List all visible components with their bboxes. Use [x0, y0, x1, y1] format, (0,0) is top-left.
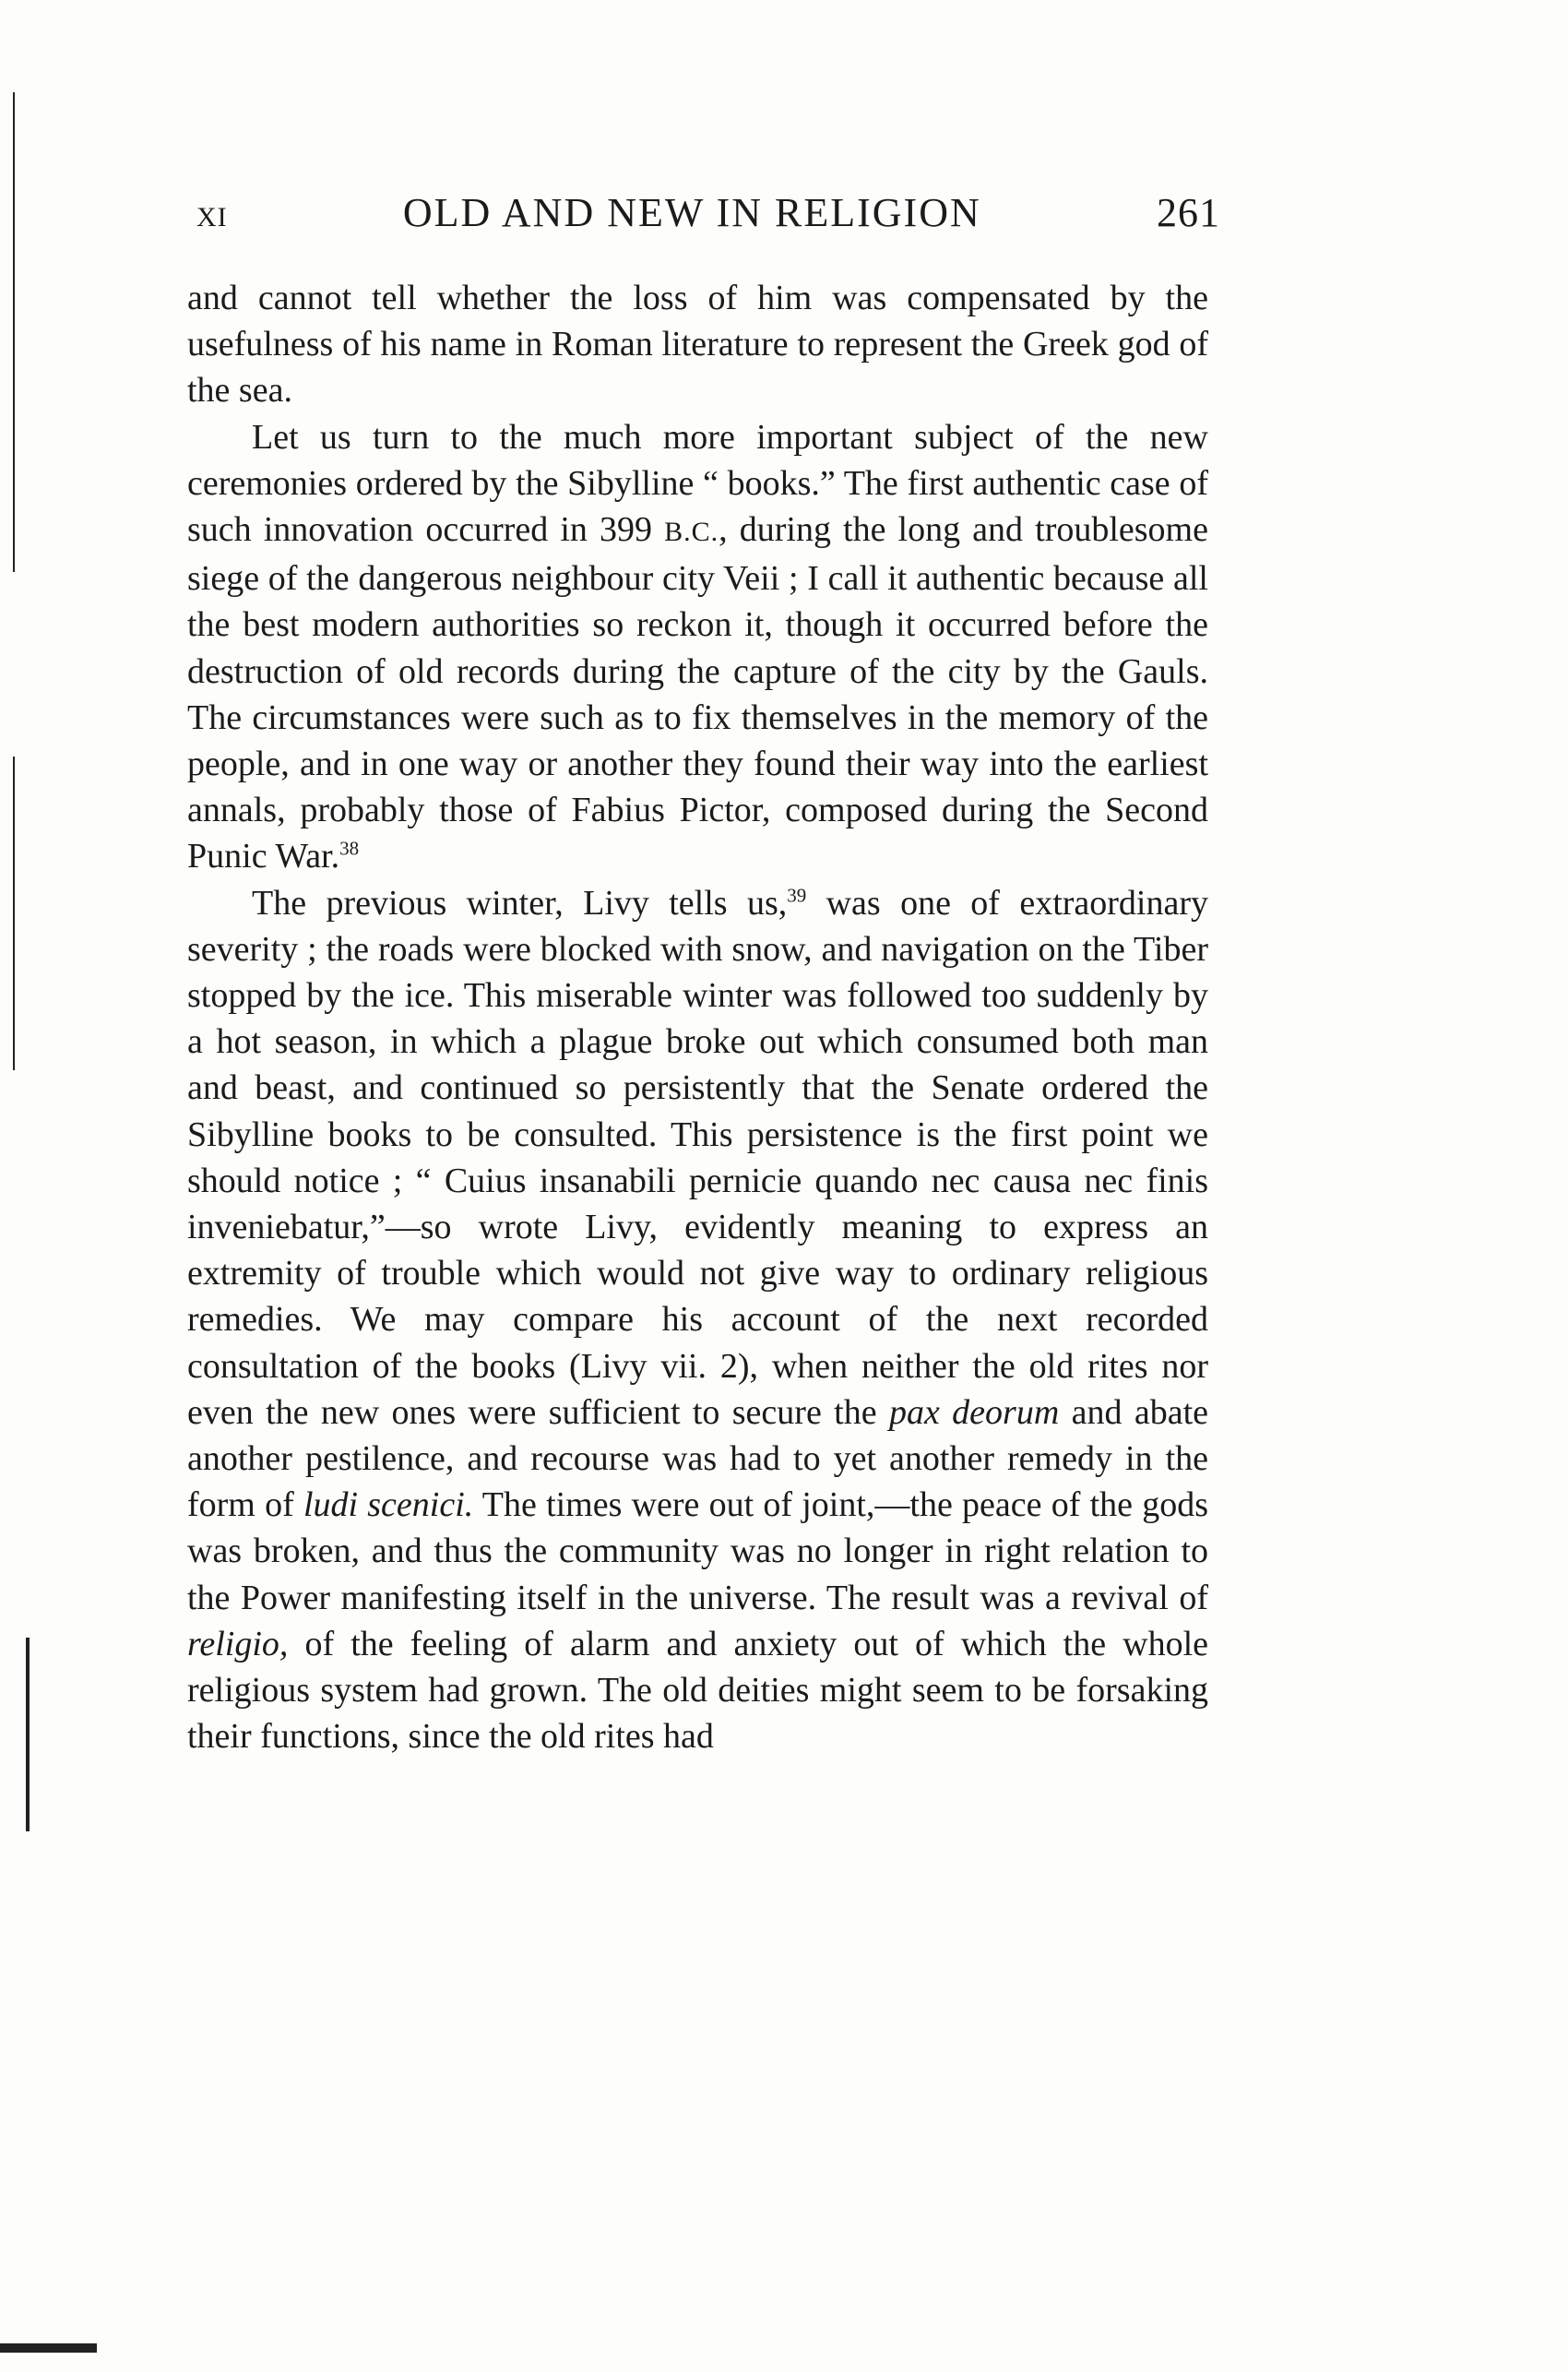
italic-phrase: ludi scenici. [303, 1485, 474, 1525]
era-abbreviation: B.C. [664, 517, 719, 548]
running-header [196, 189, 1220, 244]
margin-line [13, 757, 15, 1070]
text-run: Let us turn to the much more important subject of the new ceremonies ordered by the Sibylline “ books.” The first authentic case of such innovation occurred in 399 [187, 417, 1208, 550]
paragraph [187, 414, 1208, 880]
footnote-marker: 38 [339, 837, 360, 860]
footnote-marker: 39 [787, 883, 807, 906]
text-run: , during the long and troublesome siege of the dangerous neighbour city Veii ; I call it authentic because all the best modern authorities so reckon it, though it occurred before the destruction of old records during the capture of the city by the Gauls. The circumstances were such as to fix themselves in the memory of the people, and in one way or another they found their way into the earliest annals, probably those of Fabius Pictor, composed during the Second Punic War. [187, 510, 1208, 876]
italic-phrase: pax deorum [888, 1392, 1060, 1432]
binding-shadow-mark [26, 1638, 30, 1831]
text-run: The previous winter, Livy tells us, [252, 883, 788, 923]
text-run: was one of extraordinary severity ; the roads were blocked with snow, and navigation on the Tiber stopped by the ice. This miserable winter was followed too suddenly by a hot season, in which a plague broke out which consumed both man and beast, and continued so persistently that the Senate ordered the Sibylline books to be consulted. This persistence is the first point we should notice ; “ Cuius insanabili pernicie quando nec causa nec finis inveniebatur,”—so wrote Livy, evidently meaning to express an extremity of trouble which would not give way to ordinary religious remedies. We may compare his account of the next recorded consultation of the books (Livy vii. 2), when neither the old rites nor even the new ones were sufficient to secure the [187, 883, 1209, 1432]
margin-line [13, 92, 15, 572]
page-number: 261 [1157, 190, 1220, 235]
binding-shadow-mark [0, 2343, 97, 2353]
paragraph [187, 275, 1208, 414]
running-title: OLD AND NEW IN RELIGION [402, 190, 981, 235]
paragraph [187, 880, 1208, 1760]
text-run: The times were out of joint,—the peace of the gods was broken, and thus the community was no longer in right relation to the Power manifesting itself in the universe. The result was a revival of [187, 1485, 1208, 1617]
italic-phrase: religio, [187, 1624, 289, 1663]
text-run: and cannot tell whether the loss of him was compensated by the usefulness of his name in Roman literature to represent the Greek god of the sea. [187, 279, 1208, 411]
text-run: and abate another pestilence, and recourse was had to yet another remedy in the form of [187, 1392, 1209, 1525]
chapter-number: XI [196, 202, 228, 232]
body-text [187, 275, 1208, 1760]
text-run: of the feeling of alarm and anxiety out of which the whole religious system had grown. The old deities might seem to be forsaking their functions, since the old rites had [187, 1624, 1208, 1757]
